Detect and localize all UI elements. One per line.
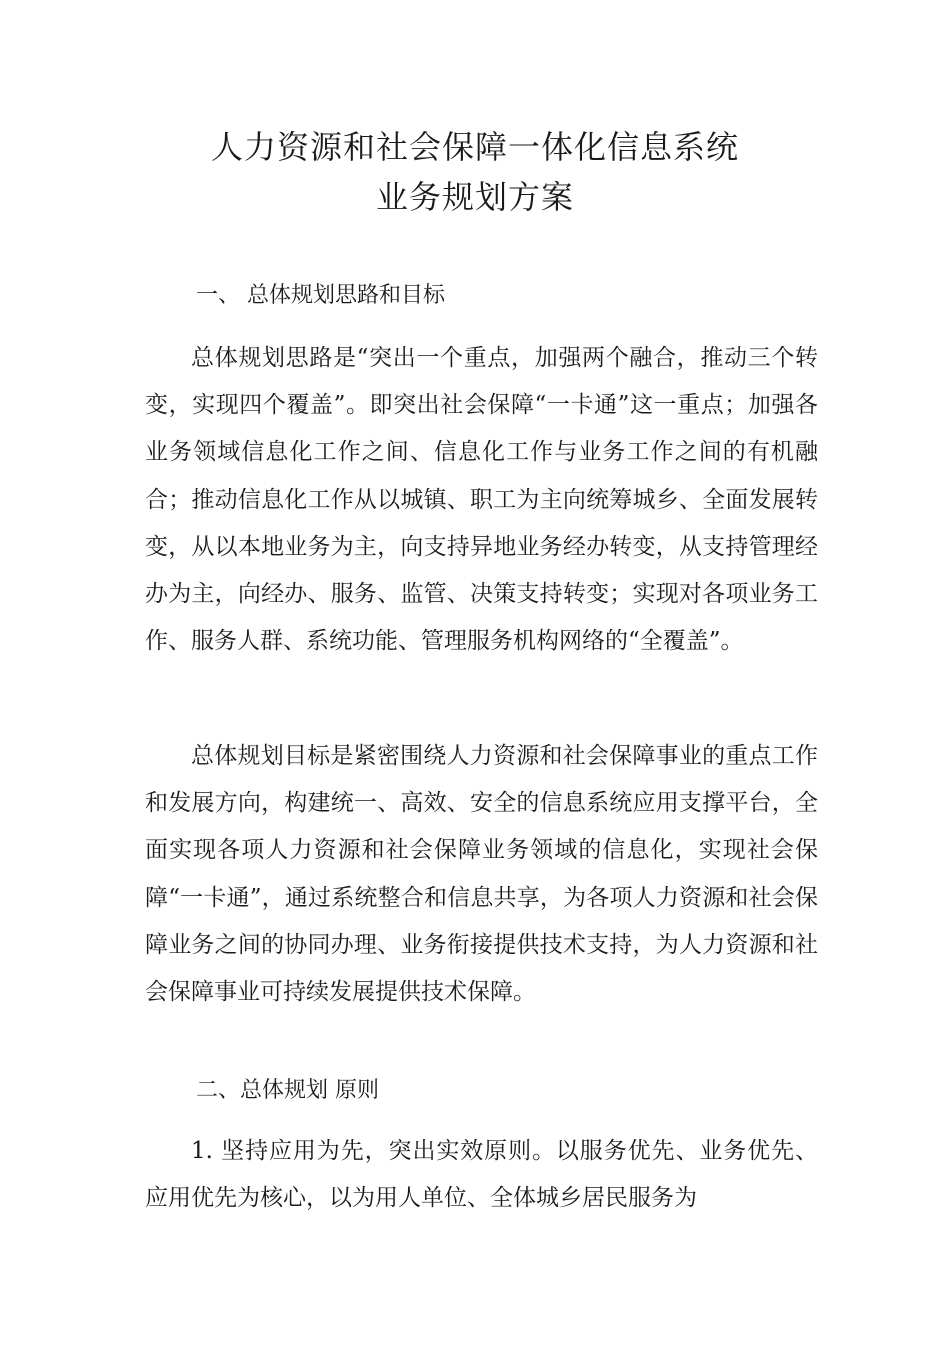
document-title-line-1: 人力资源和社会保障一体化信息系统 xyxy=(210,128,739,166)
paragraph-planning-goals: 总体规划目标是紧密围绕人力资源和社会保障事业的重点工作和发展方向，构建统一、高效、安全的信息系统应用支撑平台，全面实现各项人力资源和社会保障业务领域的信息化，实现社会保障“一卡通”，通过系统整合和信息共享，为各项人力资源和社会保障业务之间的协同办理、业务衔接提供技术支持，为人力资源和社会保障事业可持续发展提供技术保障。 xyxy=(145,743,818,1006)
section-heading-2: 二、总体规划 原则 xyxy=(196,1078,379,1103)
paragraph-planning-approach: 总体规划思路是“突出一个重点，加强两个融合，推动三个转变，实现四个覆盖”。即突出社会保障“一卡通”这一重点；加强各业务领域信息化工作之间、信息化工作与业务工作之间的有机融合；推动信息化工作从以城镇、职工为主向统筹城乡、全面发展转变，从以本地业务为主，向支持异地业务经办转变，从支持管理经办为主，向经办、服务、监管、决策支持转变；实现对各项业务工作、服务人群、系统功能、管理服务机构网络的“全覆盖”。 xyxy=(145,345,818,655)
document-title-line-2: 业务规划方案 xyxy=(375,178,574,216)
paragraph-principle-1: 1. 坚持应用为先，突出实效原则。以服务优先、业务优先、应用优先为核心，以为用人单位、全体城乡居民服务为 xyxy=(145,1138,818,1212)
section-heading-1: 一、 总体规划思路和目标 xyxy=(196,283,445,308)
